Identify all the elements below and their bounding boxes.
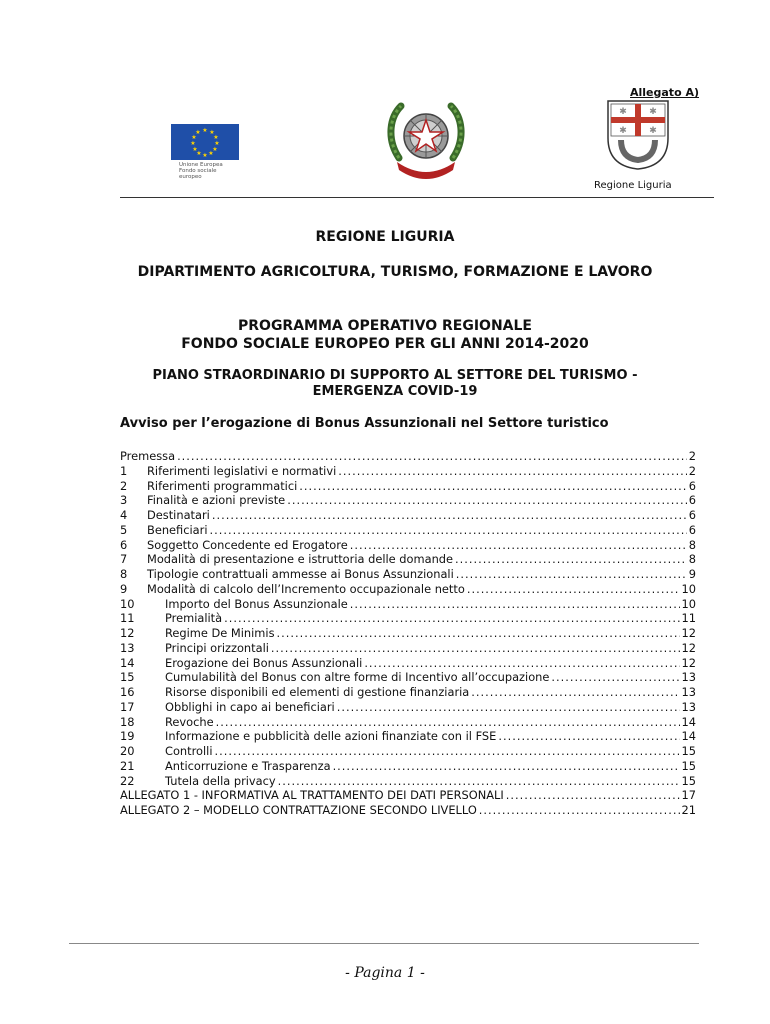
toc-entry-number: 9	[120, 581, 128, 596]
svg-text:★: ★	[202, 127, 208, 134]
toc-entry-page: 6	[688, 478, 696, 493]
toc-entry[interactable]	[120, 597, 696, 612]
toc-entry-title: Importo del Bonus Assunzionale	[165, 596, 348, 611]
svg-text:✱: ✱	[649, 126, 657, 136]
toc-entry-title: Informazione e pubblicità delle azioni finanziate con il FSE	[165, 729, 497, 744]
svg-text:★: ★	[202, 152, 208, 159]
svg-text:★: ★	[214, 140, 220, 147]
toc-entry-page: 10	[681, 596, 696, 611]
svg-text:✱: ✱	[619, 126, 627, 136]
toc-entry-title: ALLEGATO 1 - INFORMATIVA AL TRATTAMENTO DEI DATI PERSONALI	[120, 788, 504, 803]
eu-flag-icon	[171, 124, 239, 160]
toc-entry[interactable]	[120, 611, 696, 626]
avviso-title: Avviso per l’erogazione di Bonus Assunzionali nel Settore turistico	[120, 416, 609, 431]
toc-entry-title: ALLEGATO 2 – MODELLO CONTRATTAZIONE SECONDO LIVELLO	[120, 803, 477, 817]
toc-entry[interactable]	[120, 493, 696, 508]
toc-entry-page: 15	[681, 773, 696, 788]
regione-liguria-logo	[607, 100, 669, 170]
page-number: - Pagina 1 -	[345, 965, 425, 981]
toc-entry-title: Risorse disponibili ed elementi di gestione finanziaria	[165, 685, 470, 699]
toc-entry-page: 17	[681, 788, 696, 803]
toc-entry-title: Modalità di presentazione e istruttoria delle domande	[147, 552, 454, 567]
toc-entry-number: 19	[120, 729, 135, 744]
toc-leader-dots	[278, 774, 680, 789]
toc-entry-number: 13	[120, 640, 135, 655]
toc-leader-dots	[212, 508, 687, 523]
toc-entry-title: Soggetto Concedente ed Erogatore	[147, 537, 348, 552]
toc-entry-page: 9	[688, 567, 696, 581]
header-divider	[120, 197, 714, 198]
toc-entry-page: 6	[688, 508, 696, 522]
toc-entry[interactable]	[120, 523, 696, 538]
toc-entry-page: 13	[681, 685, 696, 699]
svg-text:★: ★	[213, 134, 219, 141]
toc-leader-dots	[498, 729, 679, 744]
toc-entry-page: 8	[688, 537, 696, 552]
toc-entry-number: 4	[120, 508, 128, 522]
toc-entry-title: Cumulabilità del Bonus con altre forme di Incentivo all’occupazione	[165, 670, 550, 685]
toc-leader-dots	[216, 715, 680, 730]
toc-entry-page: 2	[688, 449, 696, 463]
toc-leader-dots	[224, 611, 679, 626]
toc-entry-title: Tipologie contrattuali ammesse ai Bonus Assunzionali	[147, 567, 454, 581]
toc-entry-number: 12	[120, 626, 135, 640]
toc-entry-page: 13	[681, 670, 696, 685]
toc-leader-dots	[479, 803, 680, 818]
toc-entry-page: 6	[688, 493, 696, 508]
toc-entry-page: 12	[681, 626, 696, 640]
allegato-label: Allegato A)	[630, 86, 699, 99]
toc-entry-page: 8	[688, 552, 696, 567]
toc-entry[interactable]	[120, 449, 696, 464]
toc-leader-dots	[209, 523, 686, 538]
toc-leader-dots	[215, 744, 680, 759]
title-piano: PIANO STRAORDINARIO DI SUPPORTO AL SETTORE DEL TURISMO - EMERGENZA COVID-19	[152, 368, 638, 399]
svg-text:★: ★	[192, 146, 198, 153]
toc-entry[interactable]	[120, 567, 696, 582]
toc-leader-dots	[455, 552, 687, 567]
toc-entry[interactable]	[120, 700, 696, 715]
toc-entry-number: 5	[120, 522, 128, 537]
toc-entry[interactable]	[120, 803, 696, 818]
toc-entry-page: 21	[681, 803, 696, 817]
svg-text:★: ★	[208, 150, 214, 157]
toc-entry[interactable]	[120, 670, 696, 685]
toc-entry-page: 10	[681, 581, 696, 596]
toc-leader-dots	[299, 479, 686, 494]
toc-leader-dots	[350, 597, 680, 612]
toc-entry-page: 11	[681, 611, 696, 626]
toc-entry-number: 14	[120, 655, 135, 670]
toc-leader-dots	[333, 759, 680, 774]
eu-logo	[171, 124, 240, 180]
toc-leader-dots	[364, 656, 679, 671]
toc-entry[interactable]	[120, 479, 696, 494]
toc-entry[interactable]	[120, 729, 696, 744]
svg-text:★: ★	[196, 150, 202, 157]
toc-entry-title: Tutela della privacy	[165, 773, 276, 788]
toc-entry-title: Revoche	[165, 714, 214, 729]
svg-text:★: ★	[209, 129, 215, 136]
toc-entry-page: 15	[681, 758, 696, 773]
toc-entry-title: Riferimenti legislativi e normativi	[147, 463, 337, 478]
toc-entry-title: Regime De Minimis	[165, 626, 275, 640]
toc-entry[interactable]	[120, 759, 696, 774]
toc-leader-dots	[177, 449, 687, 464]
toc-leader-dots	[271, 641, 680, 656]
toc-leader-dots	[277, 626, 680, 641]
toc-entry-title: Modalità di calcolo dell’Incremento occupazionale netto	[147, 581, 465, 596]
regione-caption: Regione Liguria	[594, 180, 672, 191]
toc-entry[interactable]	[120, 626, 696, 641]
title-regione: REGIONE LIGURIA	[315, 229, 455, 245]
toc-entry-title: Riferimenti programmatici	[147, 478, 298, 493]
toc-entry-number: 2	[120, 478, 128, 493]
toc-entry-page: 6	[688, 522, 696, 537]
toc-entry[interactable]	[120, 744, 696, 759]
toc-entry-number: 11	[120, 611, 135, 626]
toc-entry-page: 13	[681, 699, 696, 714]
toc-entry-page: 14	[681, 729, 696, 744]
eu-caption: Unione Europea Fondo sociale europeo	[179, 162, 223, 180]
toc-entry[interactable]	[120, 774, 696, 789]
toc-entry-title: Beneficiari	[147, 522, 208, 537]
toc-entry-number: 1	[120, 463, 128, 478]
toc-entry-number: 16	[120, 685, 135, 699]
toc-entry-page: 2	[688, 463, 696, 478]
svg-text:★: ★	[191, 134, 197, 141]
toc-leader-dots	[456, 567, 687, 582]
toc-entry-number: 21	[120, 758, 135, 773]
toc-entry-title: Controlli	[165, 744, 213, 758]
toc-entry-number: 6	[120, 537, 128, 552]
toc-entry-title: Principi orizzontali	[165, 640, 269, 655]
svg-text:★: ★	[190, 140, 196, 147]
toc-leader-dots	[337, 700, 680, 715]
toc-leader-dots	[467, 582, 680, 597]
toc-entry-number: 18	[120, 714, 135, 729]
toc-entry-number: 7	[120, 552, 128, 567]
title-dipartimento: DIPARTIMENTO AGRICOLTURA, TURISMO, FORMAZIONE E LAVORO	[137, 264, 653, 280]
toc-entry[interactable]	[120, 582, 696, 597]
toc-entry[interactable]	[120, 641, 696, 656]
toc-leader-dots	[338, 464, 687, 479]
toc-entry-number: 20	[120, 744, 135, 758]
toc-entry-title: Anticorruzione e Trasparenza	[165, 758, 331, 773]
toc-leader-dots	[551, 670, 679, 685]
toc-entry-title: Premialità	[165, 611, 223, 626]
toc-entry-title: Erogazione dei Bonus Assunzionali	[165, 655, 363, 670]
toc-entry-number: 22	[120, 773, 135, 788]
title-programma: PROGRAMMA OPERATIVO REGIONALE FONDO SOCIALE EUROPEO PER GLI ANNI 2014-2020	[181, 318, 589, 352]
toc-leader-dots	[506, 788, 680, 803]
svg-text:✱: ✱	[619, 107, 627, 117]
svg-text:★: ★	[195, 129, 201, 136]
toc-entry-title: Destinatari	[147, 508, 210, 522]
toc-entry-number: 10	[120, 596, 135, 611]
toc-entry-page: 14	[681, 714, 696, 729]
toc-entry-number: 3	[120, 493, 128, 508]
toc-entry-number: 8	[120, 567, 128, 581]
toc-leader-dots	[350, 538, 687, 553]
footer-divider	[69, 943, 699, 944]
toc-entry-title: Finalità e azioni previste	[147, 493, 286, 508]
svg-text:★: ★	[212, 146, 218, 153]
toc-entry[interactable]	[120, 788, 696, 803]
toc-entry[interactable]	[120, 552, 696, 567]
toc-entry[interactable]	[120, 656, 696, 671]
toc-leader-dots	[287, 493, 687, 508]
toc-leader-dots	[471, 685, 679, 700]
svg-text:✱: ✱	[649, 107, 657, 117]
toc-entry-page: 12	[681, 655, 696, 670]
toc-entry[interactable]	[120, 715, 696, 730]
toc-entry[interactable]	[120, 538, 696, 553]
toc-entry-title: Obblighi in capo ai beneficiari	[165, 699, 335, 714]
toc-entry[interactable]	[120, 508, 696, 523]
toc-entry-page: 15	[681, 744, 696, 758]
toc-entry-title: Premessa	[120, 449, 176, 463]
toc-entry-page: 12	[681, 640, 696, 655]
italian-republic-emblem	[385, 98, 467, 184]
toc-entry-number: 17	[120, 699, 135, 714]
table-of-contents	[120, 449, 696, 818]
toc-entry-number: 15	[120, 670, 135, 685]
toc-entry[interactable]	[120, 464, 696, 479]
toc-entry[interactable]	[120, 685, 696, 700]
